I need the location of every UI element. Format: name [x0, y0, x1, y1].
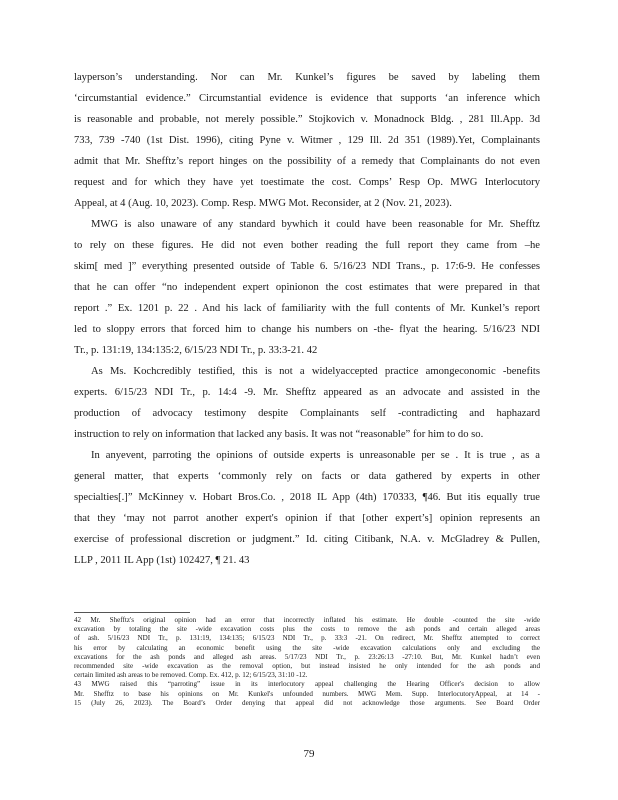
body-line: report .” Ex. 1201 p. 22 . And his lack of familiarity with the full contents of Mr. Kunkel’s report — [74, 303, 540, 314]
body-line: request and for which they have yet toestimate the cost. Comps’ Resp Op. MWG Interlocutory — [74, 177, 540, 188]
body-line: experts. 6/15/23 NDI Tr., p. 14:4 -9. Mr. Shefftz appeared as an advocate and assisted in the — [74, 387, 540, 398]
body-line: general matter, that experts ‘commonly rely on facts or data gathered by experts in other — [74, 471, 540, 482]
body-line: is reasonable and probable, not merely possible.” Stojkovich v. Monadnock Bldg. , 281 Ill.App. 3d — [74, 114, 540, 125]
body-line: instruction to rely on information that lacked any basis. It was not “reasonable” for him to do so. — [74, 429, 484, 440]
body-line: ‘circumstantial evidence.” Circumstantial evidence is evidence that supports ‘an inference which — [74, 93, 540, 104]
page-number: 79 — [303, 748, 315, 760]
body-line: admit that Mr. Shefftz’s report hinges on the possibility of a remedy that Complainants do not even — [74, 156, 540, 167]
body-line: production of advocacy testimony despite Complainants self -contradicting and haphazard — [74, 408, 540, 419]
body-line: 733, 739 -740 (1st Dist. 1996), citing Pyne v. Witmer , 129 Ill. 2d 351 (1989).Yet, Complainants — [74, 135, 540, 146]
body-text — [74, 67, 540, 571]
footnote-line: his error by calculating an economic benefit using the site -wide excavation calculations only and excluding the — [74, 643, 540, 652]
footnote-line: certain limited ash areas to be removed. Comp. Ex. 412, p. 12; 6/15/23, 31:10 -12. — [74, 671, 308, 680]
body-line: led to sloppy errors that forced him to change his numbers on -the- flyat the hearing. 5/16/23 NDI — [74, 324, 540, 335]
footnote-line: Mr. Shefftz to base his opinions on Mr. Kunkel's unfounded numbers. MWG Mem. Supp. InterlocutoryAppeal, at 14 - — [74, 689, 540, 698]
footnote-line: recommended site -wide excavation as the removal option, but instead insisted he only intended for the ash ponds and — [74, 661, 540, 670]
footnote-line: excavation by totaling the site -wide excavation costs plus the costs to remove the ash ponds and certain alleged areas — [74, 625, 540, 634]
body-line: MWG is also unaware of any standard bywhich it could have been reasonable for Mr. Shefftz — [91, 219, 540, 230]
body-line: skim[ med ]” everything presented outside of Table 6. 5/16/23 NDI Trans., p. 17:6-9. He confesses — [74, 261, 540, 272]
body-line: that he can offer “no independent expert opinionon the cost estimates that were prepared in that — [74, 282, 540, 293]
body-line: layperson’s understanding. Nor can Mr. Kunkel’s figures be saved by labeling them — [74, 72, 540, 83]
footnote-separator — [74, 612, 190, 613]
body-line: that they ‘may not parrot another expert's opinion if that [other expert’s] opinion represents an — [74, 513, 540, 524]
body-line: As Ms. Kochcredibly testified, this is not a widelyaccepted practice amongeconomic -benefits — [91, 366, 540, 377]
body-line: In anyevent, parroting the opinions of outside experts is unreasonable per se . It is true , as a — [91, 450, 540, 461]
body-line: Appeal, at 4 (Aug. 10, 2023). Comp. Resp. MWG Mot. Reconsider, at 2 (Nov. 21, 2023). — [74, 198, 452, 209]
body-line: specialties[.]” McKinney v. Hobart Bros.Co. , 2018 IL App (4th) 170333, ¶46. But itis equally true — [74, 492, 540, 503]
footnotes — [74, 616, 540, 708]
body-line: to rely on these figures. He did not even bother reading the full report they came from –he — [74, 240, 540, 251]
footnote-line: 43 MWG raised this “parroting” issue in its interlocutory appeal challenging the Hearing Officer's decision to allow — [74, 680, 540, 689]
body-line: LLP , 2011 IL App (1st) 102427, ¶ 21. 43 — [74, 555, 250, 566]
footnote-line: 42 Mr. Shefftz's original opinion had an error that incorrectly inflated his estimate. He double -counted the site -wide — [74, 616, 540, 624]
body-line: exercise of professional discretion or judgment.” Id. citing Citibank, N.A. v. McGladrey & Pullen, — [74, 534, 540, 545]
footnote-line: excavations for the ash ponds and alleged ash areas. 5/17/23 NDI Tr., p. 23:26:13 -27:10. But, Mr. Kunkel hadn’t even — [74, 652, 540, 661]
footnote-line: of ash. 5/16/23 NDI Tr., p. 131:19, 134:135; 6/15/23 NDI Tr., p. 33:3 -21. On redirect, Mr. Shefftz attempted to correct — [74, 634, 540, 643]
body-line: Tr., p. 131:19, 134:135:2, 6/15/23 NDI Tr., p. 33:3-21. 42 — [74, 345, 318, 356]
footnote-line: 15 (July 26, 2023). The Board’s Order denying that appeal did not acknowledge those arguments. See Board Order — [74, 698, 540, 707]
